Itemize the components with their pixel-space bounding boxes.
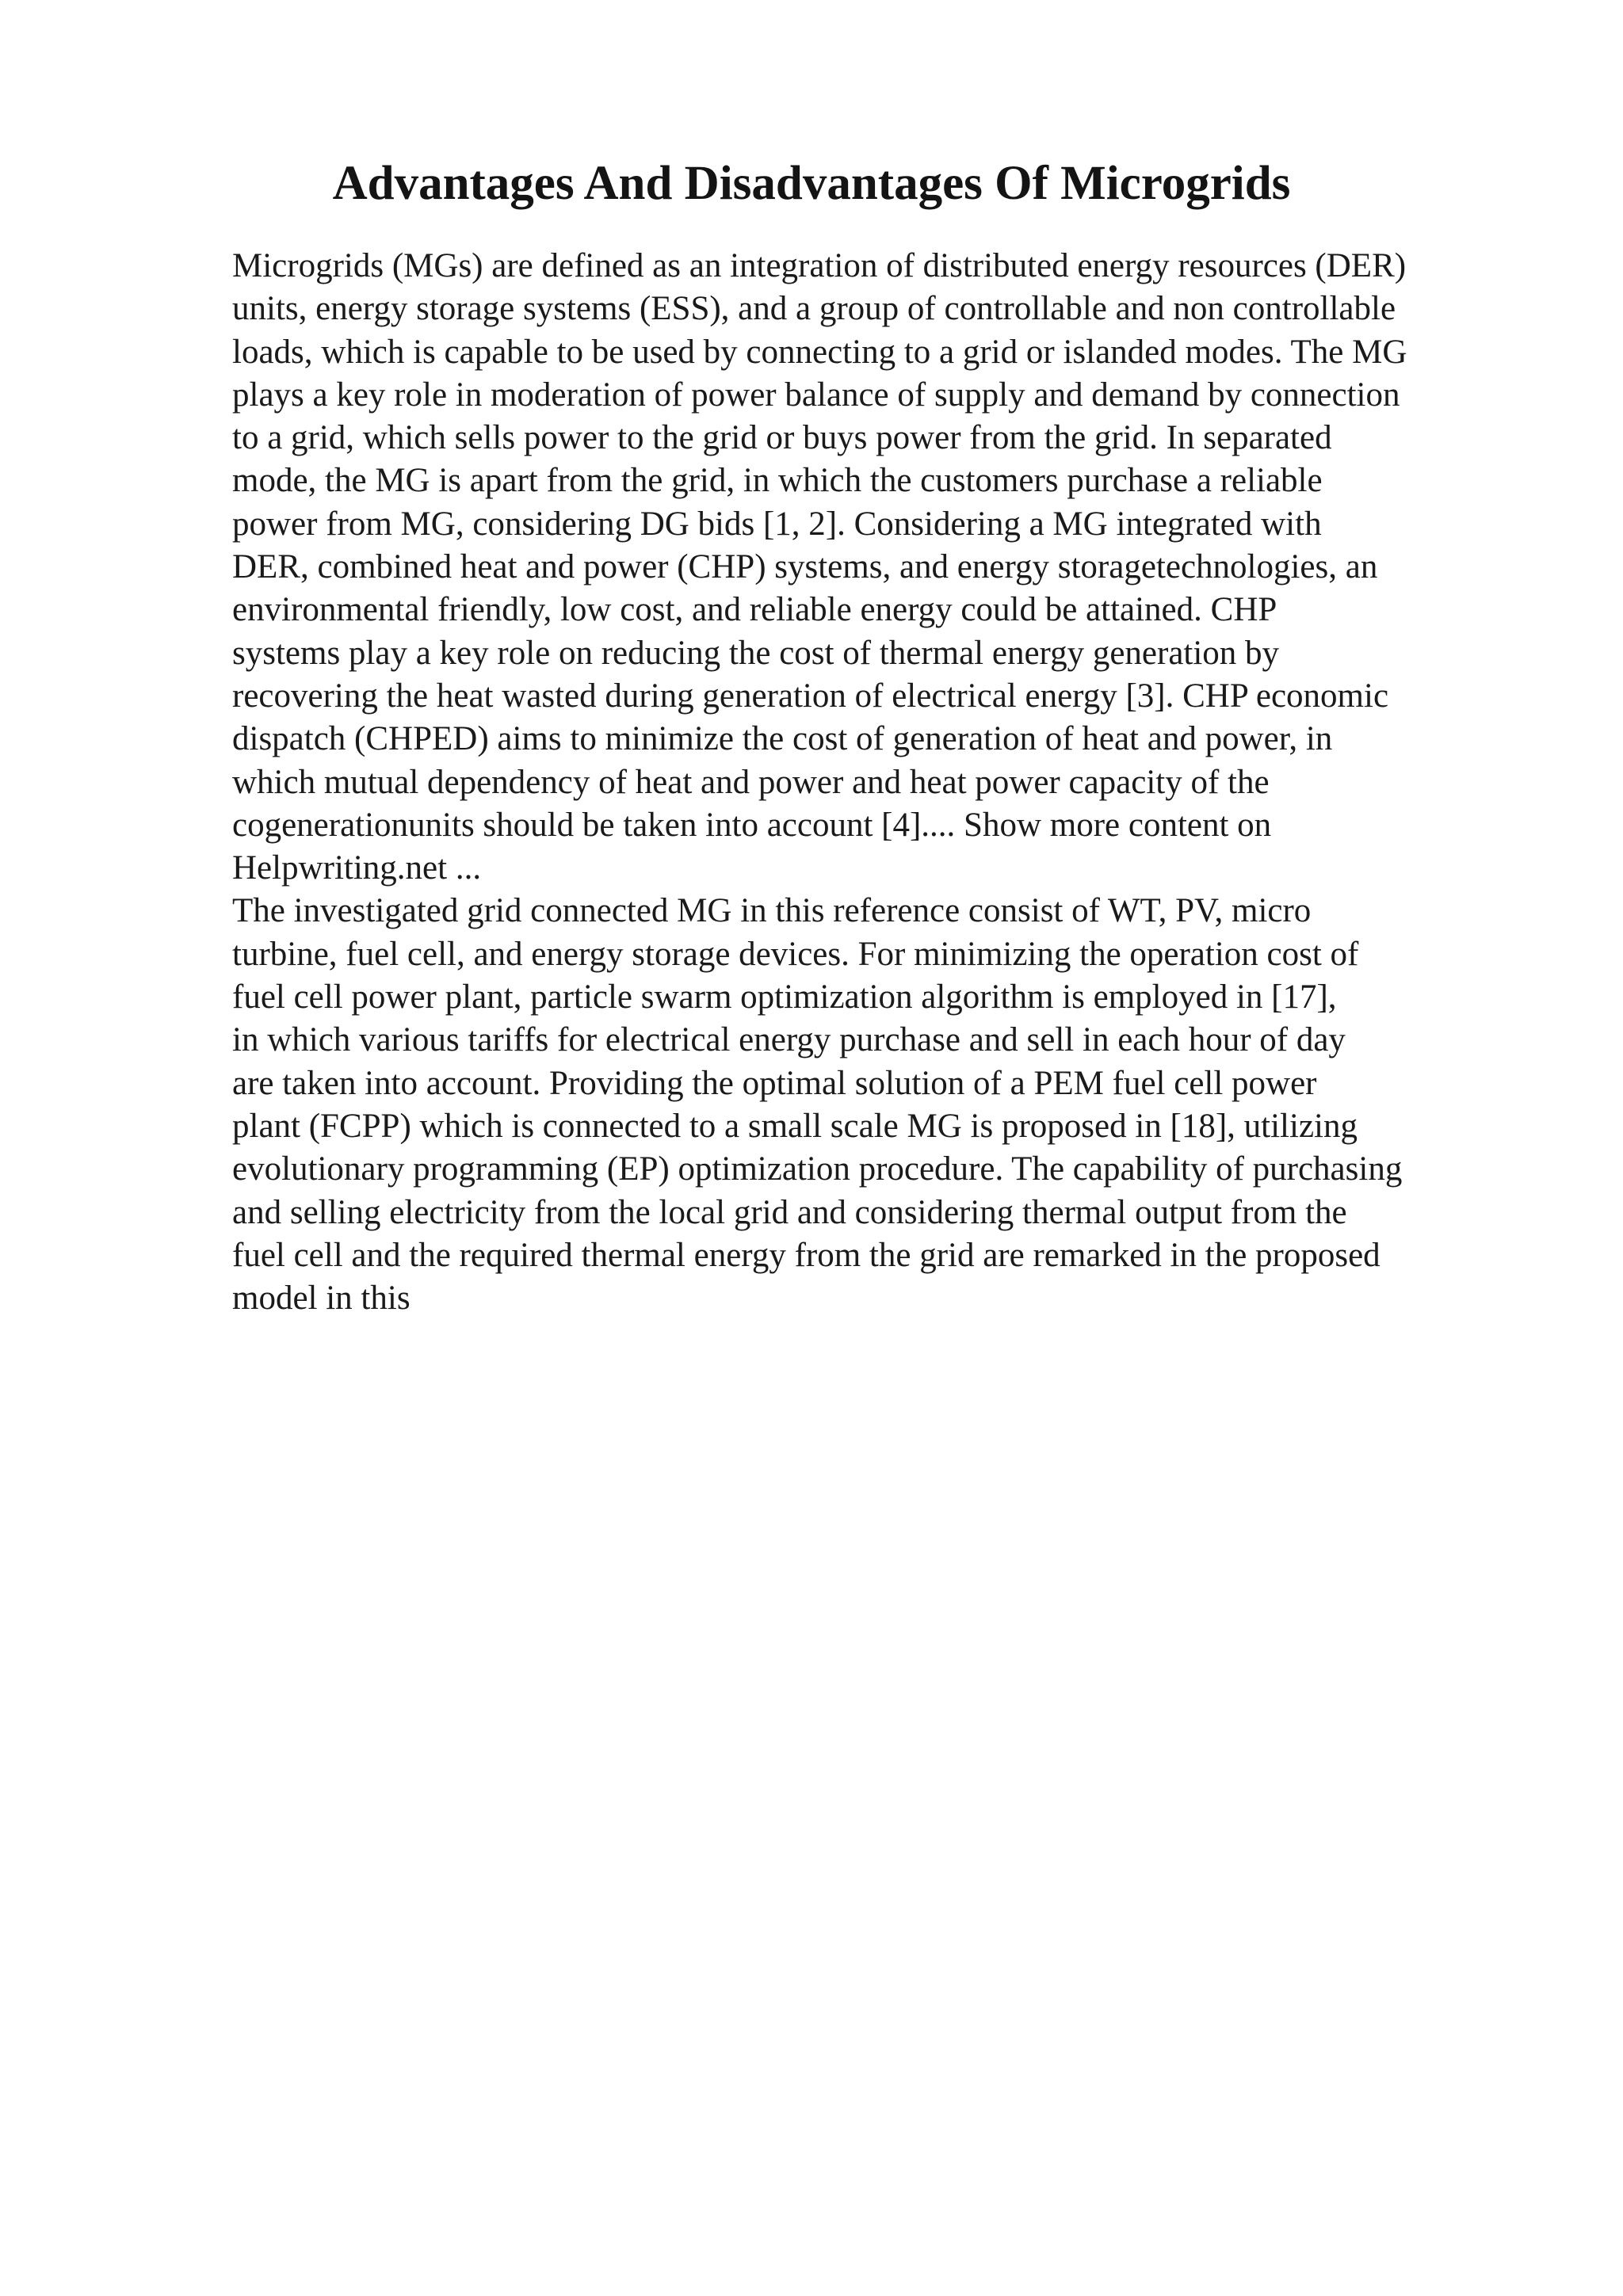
text-line: recovering the heat wasted during generation of electrical energy [3]. CHP economic [232,677,1389,715]
text-line: to a grid, which sells power to the grid or buys power from the grid. In separated [232,419,1332,457]
text-line: Microgrids (MGs) are defined as an integration of distributed energy resources (DER) [232,247,1407,284]
text-line: and selling electricity from the local grid and considering thermal output from the [232,1193,1347,1231]
text-line: units, energy storage systems (ESS), and a group of controllable and non controllable [232,290,1396,328]
text-line: turbine, fuel cell, and energy storage devices. For minimizing the operation cost of [232,935,1359,973]
text-line: The investigated grid connected MG in this reference consist of WT, PV, micro [232,892,1312,930]
text-line: cogenerationunits should be taken into account [4].... Show more content on [232,806,1272,844]
text-line: dispatch (CHPED) aims to minimize the cost of generation of heat and power, in [232,720,1333,758]
text-line: loads, which is capable to be used by connecting to a grid or islanded modes. The MG [232,333,1407,371]
text-line: systems play a key role on reducing the cost of thermal energy generation by [232,634,1280,672]
text-line: in which various tariffs for electrical energy purchase and sell in each hour of day [232,1021,1346,1059]
text-line: environmental friendly, low cost, and reliable energy could be attained. CHP [232,591,1277,629]
text-line: mode, the MG is apart from the grid, in which the customers purchase a reliable [232,462,1323,500]
text-line: model in this [232,1280,411,1318]
text-line: are taken into account. Providing the optimal solution of a PEM fuel cell power [232,1064,1317,1102]
text-line: which mutual dependency of heat and power and heat power capacity of the [232,763,1270,801]
text-line: evolutionary programming (EP) optimization procedure. The capability of purchasing [232,1150,1403,1188]
paragraph-1 [232,245,1540,890]
text-line: DER, combined heat and power (CHP) systems, and energy storagetechnologies, an [232,548,1378,586]
page-title: Advantages And Disadvantages Of Microgrids [332,157,1291,210]
text-line: power from MG, considering DG bids [1, 2]. Considering a MG integrated with [232,505,1322,543]
text-line: fuel cell and the required thermal energy from the grid are remarked in the proposed [232,1236,1381,1274]
text-line: plays a key role in moderation of power balance of supply and demand by connection [232,376,1400,414]
text-line: fuel cell power plant, particle swarm optimization algorithm is employed in [17], [232,978,1337,1016]
document-body [232,245,1540,1320]
paragraph-2 [232,890,1540,1320]
text-line: Helpwriting.net ... [232,849,482,887]
text-line: plant (FCPP) which is connected to a small scale MG is proposed in [18], utilizing [232,1107,1358,1145]
